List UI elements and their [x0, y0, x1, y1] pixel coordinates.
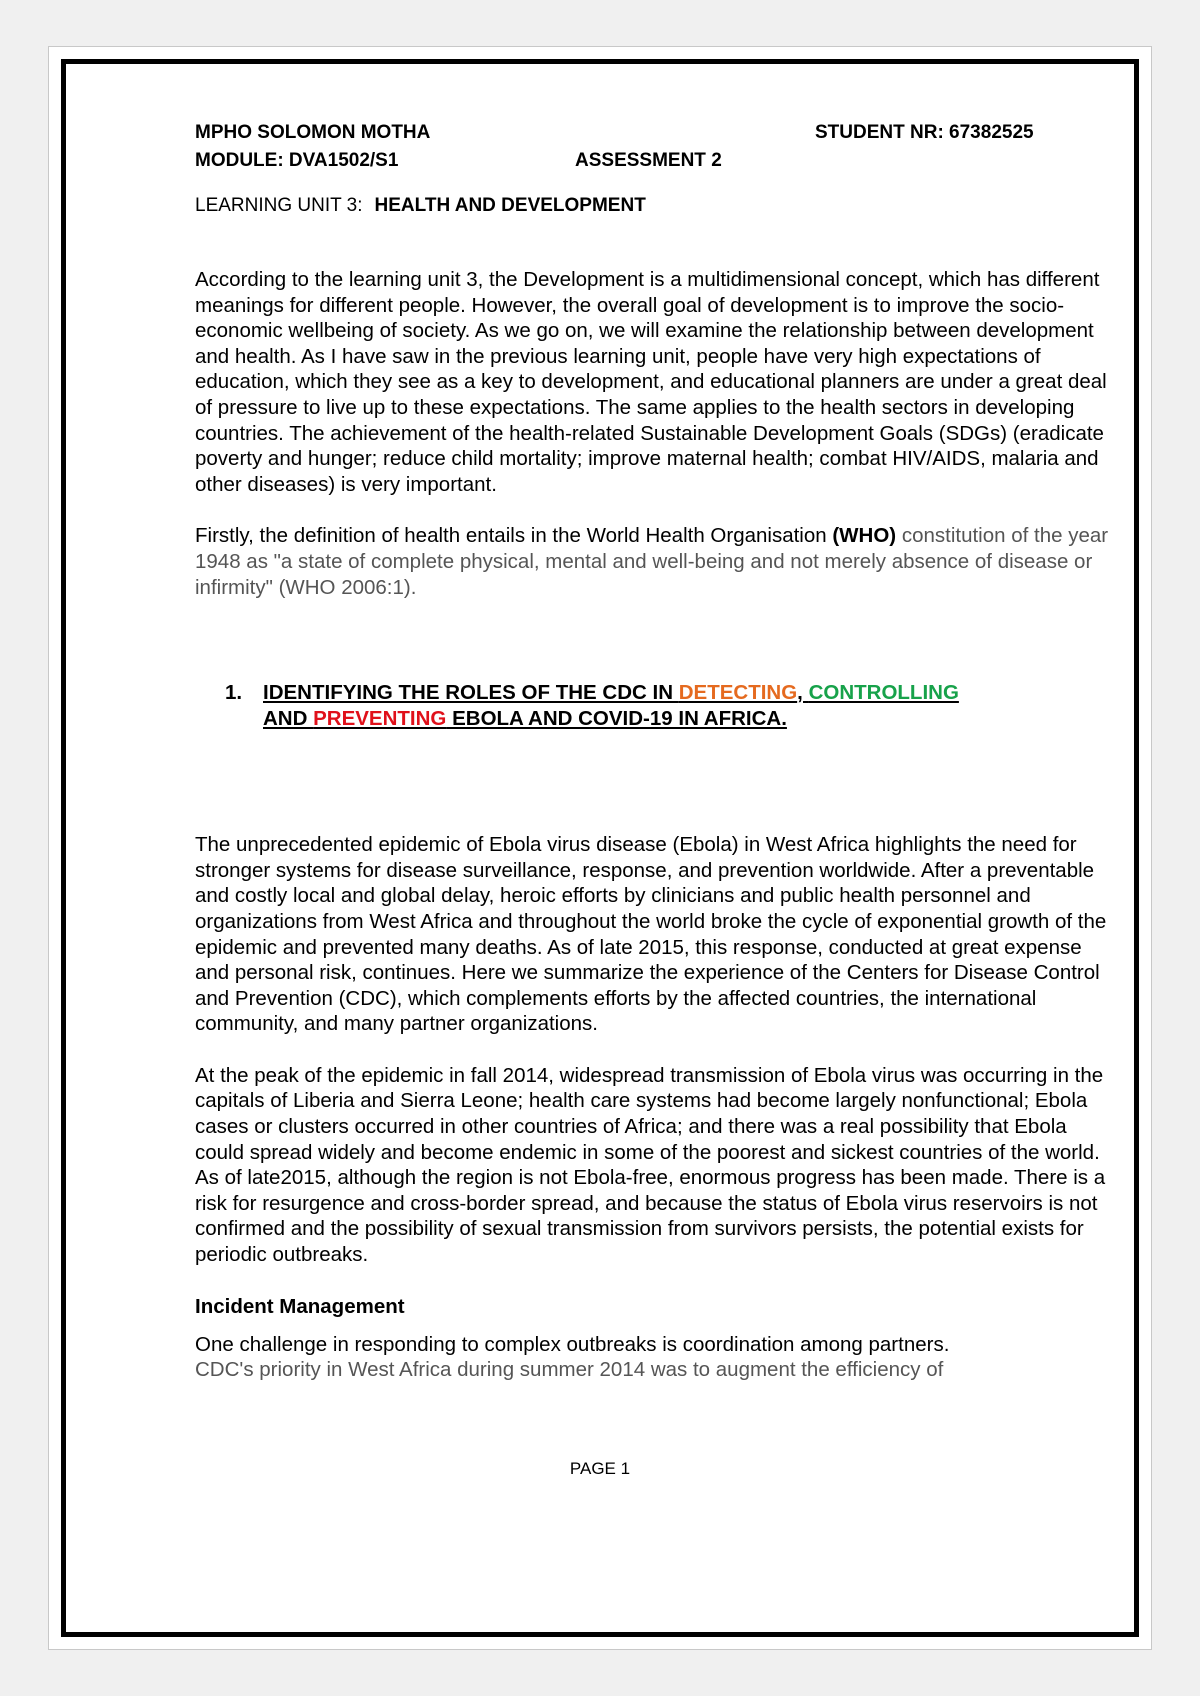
- paragraph-ebola-epidemic: The unprecedented epidemic of Ebola virus disease (Ebola) in West Africa highlights the need for stronger systems for disease surveillance, response, and prevention worldwide. After a preventable and costly local and global delay, heroic efforts by clinicians and public health personnel and organizations from West Africa and throughout the world broke the cycle of exponential growth of the epidemic and prevented many deaths. As of late 2015, this response, conducted at great expense and personal risk, continues. Here we summarize the experience of the Centers for Disease Control and Prevention (CDC), which complements efforts by the affected countries, the international community, and many partner organizations.: [195, 833, 1107, 1036]
- heading-detecting: DETECTING: [678, 681, 798, 705]
- paragraph-peak-epidemic: At the peak of the epidemic in fall 2014, widespread transmission of Ebola virus was occurring in the capitals of Liberia and Sierra Leone; health care systems had become largely nonfunctional; Ebola cases or clusters occurred in other countries of Africa; and there was a real possibility that Ebola could spread widely and become endemic in some of the poorest and sickest countries of the world. As of late2015, although the region is not Ebola-free, enormous progress has been made. There is a risk for resurgence and cross-border spread, and because the status of Ebola virus reservoirs is not confirmed and the possibility of sexual transmission from survivors persists, the potential exists for periodic outbreaks.: [195, 1063, 1106, 1267]
- document-page: [48, 46, 1152, 1650]
- heading-text: [263, 680, 959, 732]
- subheading-incident-management: Incident Management: [195, 1294, 405, 1318]
- who-lead: Firstly, the definition of health entails in the World Health Organisation: [195, 524, 833, 548]
- section-heading-1: [225, 680, 1120, 732]
- heading-controlling: CONTROLLING: [808, 681, 959, 705]
- heading-number: 1.: [225, 681, 243, 705]
- learning-unit-title: HEALTH AND DEVELOPMENT: [374, 195, 646, 216]
- learning-unit-line: [195, 193, 1120, 219]
- header-row-2: [195, 147, 1120, 175]
- heading-preventing: PREVENTING: [313, 707, 447, 731]
- student-name: MPHO SOLOMON MOTHA: [195, 122, 431, 143]
- paragraph-intro: According to the learning unit 3, the Development is a multidimensional concept, which has different meanings for different people. However, the overall goal of development is to improve the socio-economic wellbeing of society. As we go on, we will examine the relationship between development and health. As I have saw in the previous learning unit, people have very high expectations of education, which they see as a key to development, and educational planners are under a great deal of pressure to live up to these expectations. The same applies to the health sectors in developing countries. The achievement of the health-related Sustainable Development Goals (SDGs) (eradicate poverty and hunger; reduce child mortality; improve maternal health; combat HIV/AIDS, malaria and other diseases) is very important.: [195, 268, 1107, 496]
- heading-part-2: EBOLA AND COVID-19 IN AFRICA.: [446, 707, 787, 731]
- incident-line-1: One challenge in responding to complex outbreaks is coordination among partners.: [195, 1332, 950, 1356]
- heading-part-1: IDENTIFYING THE ROLES OF THE CDC IN: [263, 681, 679, 705]
- header-row-1: [195, 119, 1120, 147]
- page-content: [195, 119, 1120, 1383]
- heading-and: AND: [263, 707, 314, 731]
- page-footer: PAGE 1: [569, 1459, 631, 1478]
- student-number: STUDENT NR: 67382525: [815, 122, 1034, 143]
- who-definition-text: constitution of the year 1948 as "a state of complete physical, mental and well-being and not merely absence of disease or infirmity" (WHO 2006:1).: [195, 524, 1109, 599]
- assessment-label: ASSESSMENT 2: [575, 150, 722, 171]
- paragraph-incident-management: [195, 1332, 1120, 1383]
- paragraph-who-definition: [195, 523, 1120, 600]
- who-acronym: (WHO): [832, 524, 897, 548]
- incident-line-2: CDC's priority in West Africa during summer 2014 was to augment the efficiency of: [195, 1358, 944, 1382]
- learning-unit-label: LEARNING UNIT 3:: [195, 195, 363, 216]
- heading-comma: ,: [797, 681, 809, 705]
- module-code: MODULE: DVA1502/S1: [195, 150, 399, 171]
